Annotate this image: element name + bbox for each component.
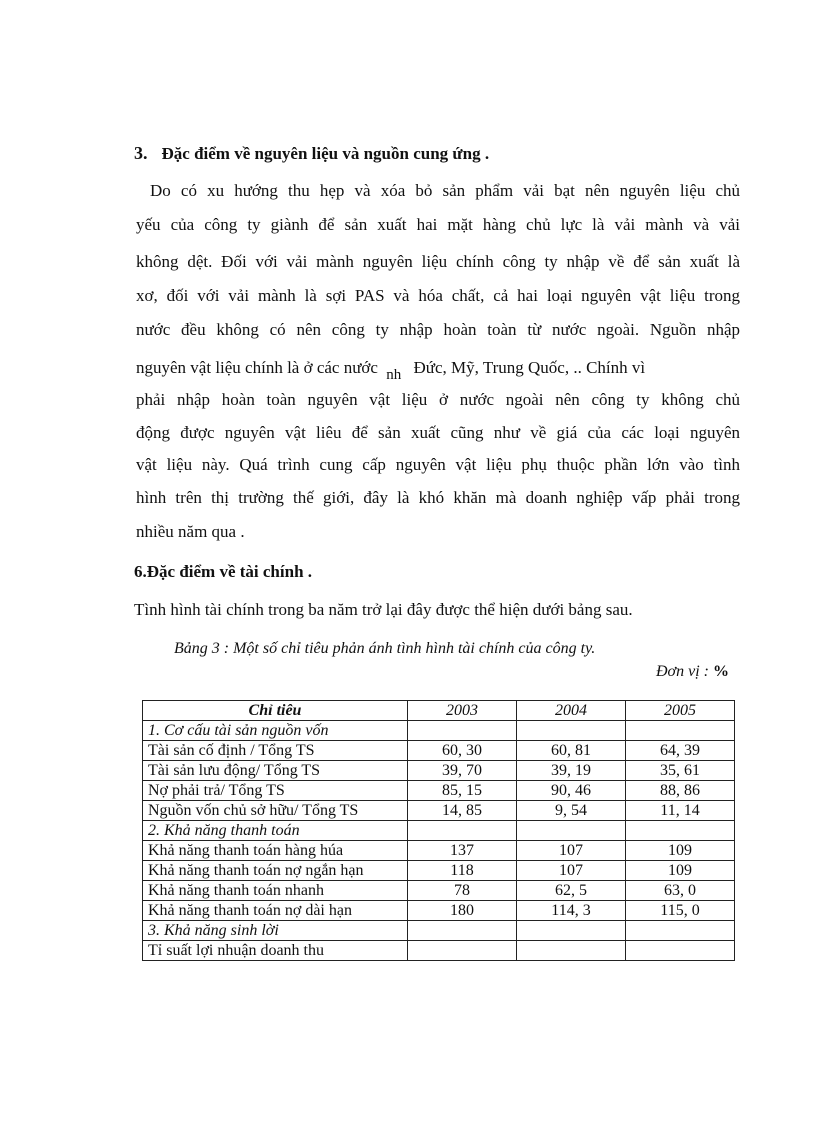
cell-2005: 109 [626,841,735,861]
table-row [143,781,735,801]
header-year: 2003 [408,701,517,721]
paragraph-line: nước đều không có nên công ty nhập hoàn toàn từ nước ngoài. Nguồn nhập [136,320,740,339]
row-label: Nợ phải trả/ Tổng TS [143,781,408,801]
cell-2003 [408,921,517,941]
cell-2005 [626,921,735,941]
cell-2005 [626,941,735,961]
paragraph-line: động được nguyên vật liêu để sản xuất cũng như về giá của các loại nguyên [136,423,740,442]
table-row [143,861,735,881]
row-label: Khả năng thanh toán nợ dài hạn [143,901,408,921]
cell-2004 [517,721,626,741]
cell-2003 [408,721,517,741]
row-label: Khả năng thanh toán hàng húa [143,841,408,861]
unit-label-text: Đơn vị : [656,663,709,680]
paragraph-line: xơ, đối với vải mành là sợi PAS và hóa chất, cả hai loại nguyên vật liệu trong [136,286,740,305]
cell-2004: 107 [517,861,626,881]
unit-value: % [712,663,729,680]
intro-text: Tình hình tài chính trong ba năm trở lại đây được thể hiện dưới bảng sau. [134,600,633,619]
table-caption: Bảng 3 : Một số chỉ tiêu phản ánh tình hình tài chính của công ty. [174,640,596,657]
row-label: Tỉ suất lợi nhuận doanh thu [143,941,408,961]
cell-2004 [517,941,626,961]
cell-2003 [408,941,517,961]
cell-2004: 90, 46 [517,781,626,801]
cell-2005 [626,821,735,841]
header-indicator: Chỉ tiêu [143,701,408,721]
row-label: Tài sản lưu động/ Tổng TS [143,761,408,781]
cell-2003: 39, 70 [408,761,517,781]
cell-2005: 63, 0 [626,881,735,901]
cell-2004 [517,821,626,841]
cell-2005: 88, 86 [626,781,735,801]
section-title: Đặc điểm về nguyên liệu và nguồn cung ứng . [161,144,490,163]
unit-label [656,663,729,681]
section-number: 3. [134,143,148,163]
section-6-heading: 6.Đặc điểm về tài chính . [134,562,313,581]
paragraph-line: hình trên thị trường thế giới, đây là khó khăn mà doanh nghiệp vấp phải trong [136,488,740,507]
table-row [143,801,735,821]
cell-2004: 114, 3 [517,901,626,921]
paragraph-line: không dệt. Đối với vải mành nguyên liệu chính công ty nhập về để sản xuất là [136,252,740,271]
paragraph-line: phải nhập hoàn toàn nguyên vật liệu ở nước ngoài nên công ty không chủ [136,390,740,409]
cell-2005: 11, 14 [626,801,735,821]
table-row-section [143,721,735,741]
paragraph-line: yếu của công ty giành để sản xuất hai mặt hàng chủ lực là vải mành và vải [136,215,740,234]
paragraph-line: Do có xu hướng thu hẹp và xóa bỏ sản phẩm vải bạt nên nguyên liệu chủ [150,181,740,200]
cell-2003: 14, 85 [408,801,517,821]
table-row [143,841,735,861]
cell-2003: 118 [408,861,517,881]
cell-2003: 78 [408,881,517,901]
section-label: 1. Cơ cấu tài sản nguồn vốn [143,721,408,741]
cell-2003: 137 [408,841,517,861]
cell-2003 [408,821,517,841]
cell-2004: 107 [517,841,626,861]
section-label: 2. Khả năng thanh toán [143,821,408,841]
cell-2004: 62, 5 [517,881,626,901]
cell-2003: 180 [408,901,517,921]
header-year: 2005 [626,701,735,721]
subscript-fragment: nh [386,367,402,383]
row-label: Khả năng thanh toán nhanh [143,881,408,901]
table-row [143,881,735,901]
cell-2004 [517,921,626,941]
cell-2003: 85, 15 [408,781,517,801]
table-header-row [143,701,735,721]
paragraph-fragment: nguyên vật liệu chính là ở các nước [136,358,378,377]
table-row [143,741,735,761]
table-row-section [143,921,735,941]
row-label: Nguồn vốn chủ sở hữu/ Tổng TS [143,801,408,821]
table-row [143,761,735,781]
paragraph-line-mixed [136,358,646,383]
section-label: 3. Khả năng sinh lời [143,921,408,941]
cell-2005: 115, 0 [626,901,735,921]
row-label: Khả năng thanh toán nợ ngắn hạn [143,861,408,881]
row-label: Tài sản cố định / Tổng TS [143,741,408,761]
cell-2005 [626,721,735,741]
paragraph-fragment: Đức, Mỹ, Trung Quốc, .. Chính vì [413,358,646,377]
cell-2005: 109 [626,861,735,881]
paragraph-line: vật liệu này. Quá trình cung cấp nguyên vật liệu phụ thuộc phần lớn vào tình [136,455,740,474]
cell-2004: 60, 81 [517,741,626,761]
cell-2004: 39, 19 [517,761,626,781]
cell-2005: 35, 61 [626,761,735,781]
table-row-section [143,821,735,841]
cell-2004: 9, 54 [517,801,626,821]
header-year: 2004 [517,701,626,721]
cell-2005: 64, 39 [626,741,735,761]
table-row [143,941,735,961]
cell-2003: 60, 30 [408,741,517,761]
section-3-heading [134,143,489,164]
paragraph-line: nhiều năm qua . [136,522,245,541]
table-row [143,901,735,921]
financial-table [142,700,735,961]
